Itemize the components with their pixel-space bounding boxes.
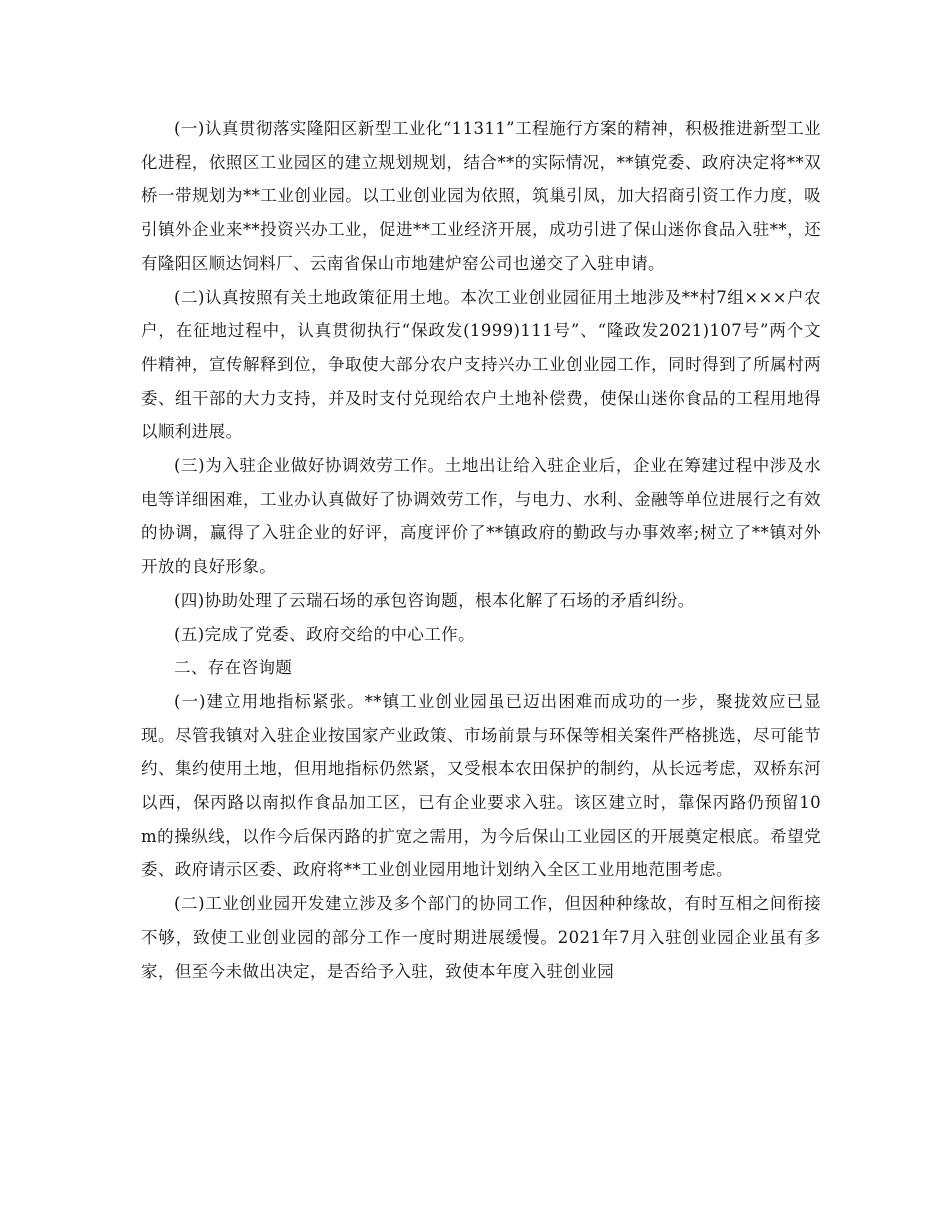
paragraph-coordination-issues: (二)工业创业园开发建立涉及多个部门的协同工作，但因种种缘故，有时互相之间衔接不够，致使工业创业园的部分工作一度时期进展缓慢。2021年7月入驻创业园企业虽有多家，但至今未做出决定，是否给予入驻，致使本年度入驻创业园 [141,894,821,981]
paragraph-land-quota: (一)建立用地指标紧张。**镇工业创业园虽已迈出困难而成功的一步，聚拢效应已显现。尽管我镇对入驻企业按国家产业政策、市场前景与环保等相关案件严格挑选，尽可能节约、集约使用土地，但用地指标仍然紧，又受根本农田保护的制约，从长远考虑，双桥东河以西，保丙路以南拟作食品加工区，已有企业要求入驻。该区建立时，靠保丙路仍预留10m的操纵线，以作今后保丙路的扩宽之需用，为今后保山工业园区的开展奠定根底。希望党委、政府请示区委、政府将**工业创业园用地计划纳入全区工业用地范围考虑。 [141,691,821,880]
section-heading-problems: 二、存在咨询题 [174,658,293,678]
paragraph-industrial-park-plan: (一)认真贯彻落实隆阳区新型工业化“11311”工程施行方案的精神，积极推进新型工业化进程，依照区工业园区的建立规划规划，结合**的实际情况，**镇党委、政府决定将**双桥一带规划为**工业创业园。以工业创业园为依照，筑巢引凤，加大招商引资工作力度，吸引镇外企业来**投资兴办工业，促进**工业经济开展，成功引进了保山迷你食品入驻**，还有隆阳区顺达饲料厂、云南省保山市地建炉窑公司也递交了入驻申请。 [141,119,821,273]
document-body [141,112,821,988]
paragraph-central-work: (五)完成了党委、政府交给的中心工作。 [174,624,475,644]
paragraph-enterprise-coordination: (三)为入驻企业做好协调效劳工作。土地出让给入驻企业后，企业在筹建过程中涉及水电等详细困难，工业办认真做好了协调效劳工作，与电力、水利、金融等单位进展行之有效的协调，赢得了入驻企业的好评，高度评价了**镇政府的勤政与办事效率;树立了**镇对外开放的良好形象。 [141,456,821,577]
paragraph-quarry-dispute: (四)协助处理了云瑞石场的承包咨询题，根本化解了石场的矛盾纠纷。 [174,590,695,610]
paragraph-land-acquisition: (二)认真按照有关土地政策征用土地。本次工业创业园征用土地涉及**村7组×××户农户，在征地过程中，认真贯彻执行“保政发(1999)111号”、“隆政发2021)107号”两个文件精神，宣传解释到位，争取使大部分农户支持兴办工业创业园工作，同时得到了所属村两委、组干部的大力支持，并及时支付兑现给农户土地补偿费，使保山迷你食品的工程用地得以顺利进展。 [141,287,821,442]
